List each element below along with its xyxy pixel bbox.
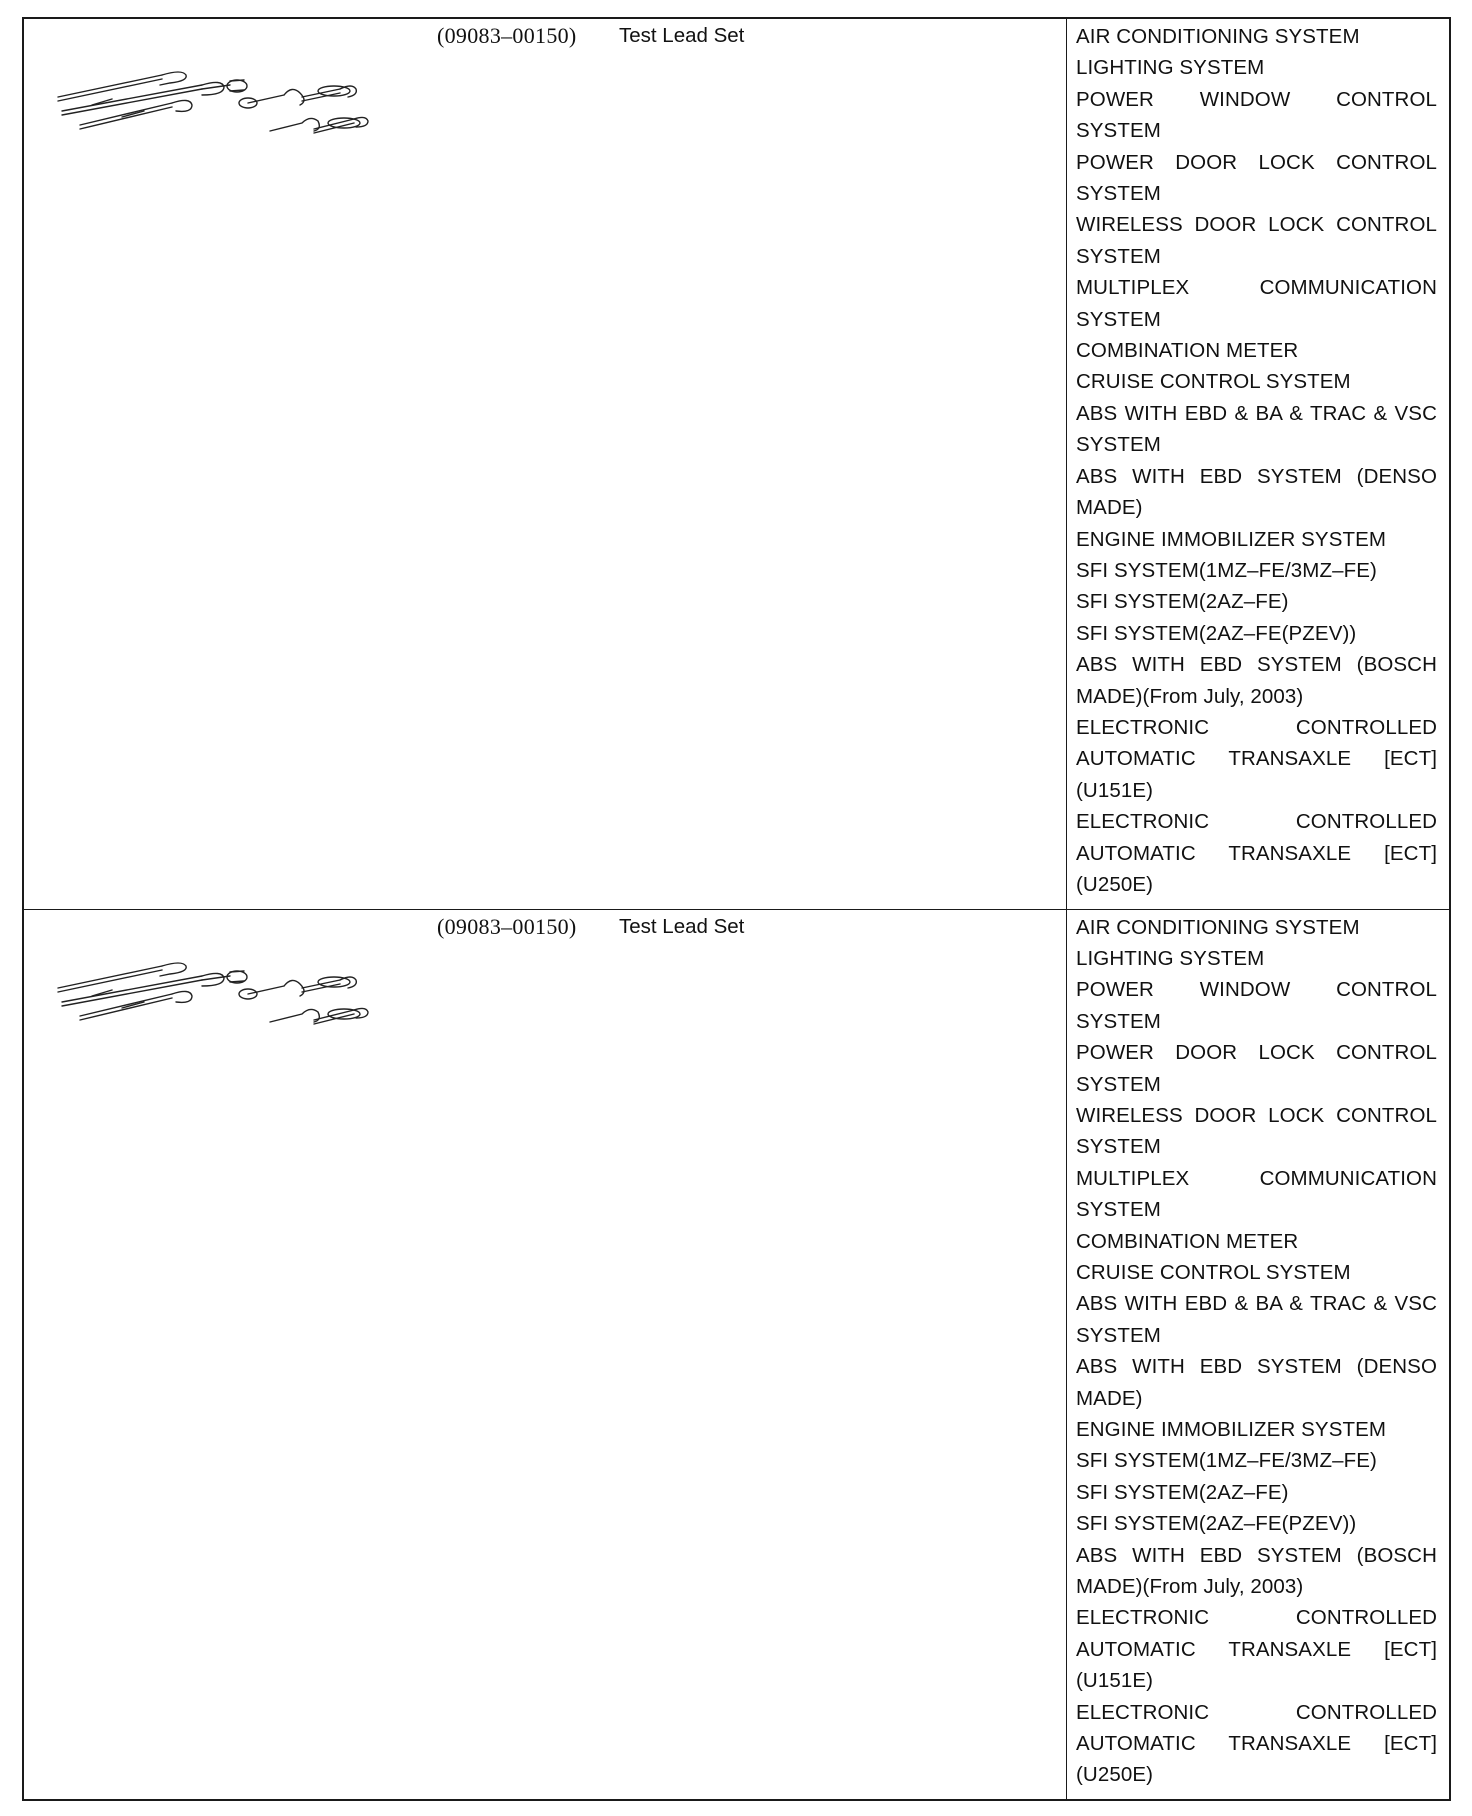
lead-wire-stroke [62,976,202,1006]
special-service-tools-table [22,17,1451,1801]
lead-wire-stroke [172,100,192,111]
tool-description-cell [24,19,1067,909]
applicable-system-item: ELECTRONIC CONTROLLED AUTOMATIC TRANSAXLE [ECT](U250E) [1076,1700,1437,1787]
lead-wire-stroke [202,976,230,980]
lead-wire-stroke [270,1009,319,1022]
applicable-system-item: MULTIPLEX COMMUNICATION SYSTEM [1076,276,1437,331]
test-lead-set-illustration [52,936,412,1036]
lead-wire-stroke [230,80,244,91]
lead-wire-stroke [302,89,340,101]
applicable-system-item: LIGHTING SYSTEM [1076,56,1265,80]
applicable-system-item: LIGHTING SYSTEM [1076,946,1265,970]
applicable-system-item: ABS WITH EBD & BA & TRAC & VSC SYSTEM [1076,1292,1437,1347]
tool-row [24,19,1449,909]
lead-wire-stroke [160,963,186,976]
applicable-systems-cell [1067,19,1449,909]
lead-wire-stroke [202,85,230,89]
applicable-system-item: ELECTRONIC CONTROLLED AUTOMATIC TRANSAXLE [ECT](U250E) [1076,810,1437,896]
lead-wire-stroke [284,89,304,105]
applicable-system-item: POWER WINDOW CONTROL SYSTEM [1076,978,1437,1033]
lead-wire-stroke [270,118,319,131]
applicable-system-item: ABS WITH EBD SYSTEM (DENSO MADE) [1076,464,1437,520]
applicable-system-item: WIRELESS DOOR LOCK CONTROL SYSTEM [1076,213,1437,268]
applicable-system-item: ABS WITH EBD SYSTEM (BOSCH MADE)(From July, 2003) [1076,1543,1437,1599]
tool-name: Test Lead Set [619,24,745,47]
lead-wire-stroke [160,72,186,85]
lead-connector-clip [328,118,360,128]
part-number: (09083–00150) [437,913,577,939]
lead-wire-stroke [172,991,192,1002]
lead-wire-stroke [62,85,202,115]
applicable-system-item: SFI SYSTEM(2AZ–FE) [1076,590,1289,614]
applicable-system-item: ENGINE IMMOBILIZER SYSTEM [1076,527,1387,551]
lead-wire-stroke [284,980,304,996]
applicable-system-item: POWER DOOR LOCK CONTROL SYSTEM [1076,150,1437,206]
applicable-system-item: AIR CONDITIONING SYSTEM [1076,915,1360,939]
lead-connector-clip [328,1009,360,1019]
applicable-system-item: WIRELESS DOOR LOCK CONTROL SYSTEM [1076,1103,1437,1159]
applicable-system-item: ENGINE IMMOBILIZER SYSTEM [1076,1418,1387,1441]
applicable-system-item: SFI SYSTEM(2AZ–FE(PZEV)) [1076,1512,1357,1536]
applicable-systems-cell [1067,910,1449,1800]
applicable-system-item: SFI SYSTEM(1MZ–FE/3MZ–FE) [1076,1449,1377,1473]
tool-name: Test Lead Set [619,914,745,938]
lead-wire-stroke [58,75,162,101]
applicable-system-item: SFI SYSTEM(1MZ–FE/3MZ–FE) [1076,558,1377,582]
lead-wire-stroke [58,966,162,992]
applicable-system-item: ABS WITH EBD SYSTEM (BOSCH MADE)(From July, 2003) [1076,653,1437,708]
applicable-system-item: ABS WITH EBD SYSTEM (DENSO MADE) [1076,1355,1437,1410]
applicable-system-item: SFI SYSTEM(2AZ–FE) [1076,1480,1289,1504]
applicable-system-item: CRUISE CONTROL SYSTEM [1076,1260,1351,1284]
tool-description-cell [24,910,1067,1800]
applicable-system-item: ELECTRONIC CONTROLLED AUTOMATIC TRANSAXLE [ECT](U151E) [1076,1606,1437,1693]
tool-row [24,909,1449,1800]
applicable-system-item: POWER DOOR LOCK CONTROL SYSTEM [1076,1041,1437,1096]
lead-wire-stroke [302,980,340,992]
applicable-system-item: ELECTRONIC CONTROLLED AUTOMATIC TRANSAXLE [ECT](U151E) [1076,715,1437,802]
applicable-system-item: SFI SYSTEM(2AZ–FE(PZEV)) [1076,621,1357,645]
applicable-system-item: COMBINATION METER [1076,339,1299,363]
applicable-system-item: AIR CONDITIONING SYSTEM [1076,25,1360,48]
applicable-system-item: POWER WINDOW CONTROL SYSTEM [1076,87,1437,143]
part-number: (09083–00150) [437,23,577,48]
applicable-system-item: CRUISE CONTROL SYSTEM [1076,370,1351,394]
test-lead-set-illustration [52,45,412,145]
applicable-system-item: COMBINATION METER [1076,1229,1299,1253]
applicable-system-item: MULTIPLEX COMMUNICATION SYSTEM [1076,1166,1437,1222]
lead-wire-stroke [230,971,244,982]
applicable-system-item: ABS WITH EBD & BA & TRAC & VSC SYSTEM [1076,401,1437,457]
